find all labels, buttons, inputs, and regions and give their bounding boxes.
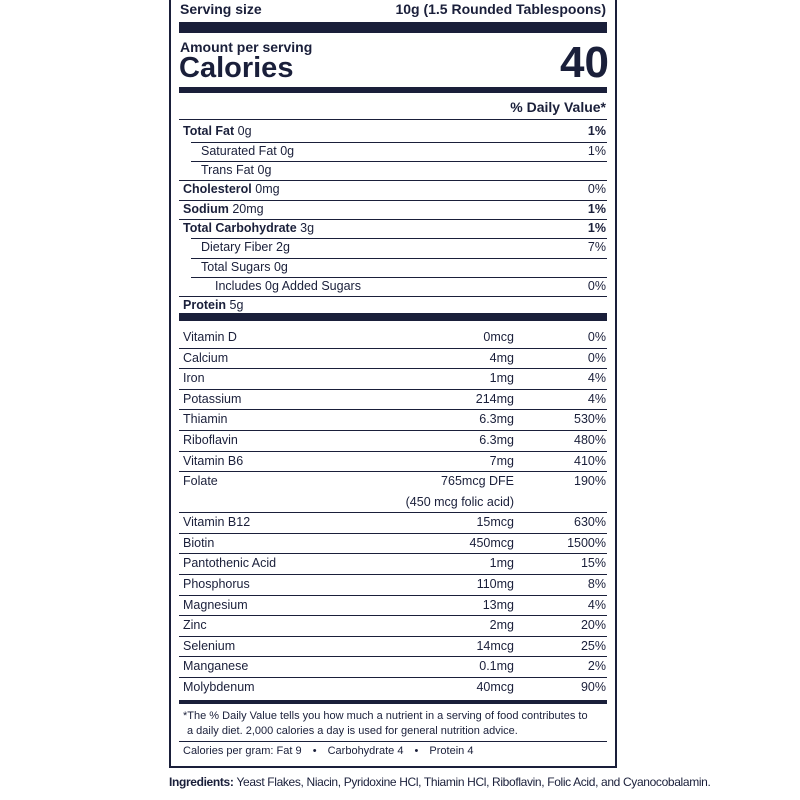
- nutrient-amount: 20mg: [232, 202, 264, 216]
- vitamin-name: Potassium: [183, 391, 242, 406]
- rule: [179, 119, 607, 120]
- vitamin-daily-value: 4%: [587, 391, 606, 406]
- vitamin-row: [183, 616, 607, 636]
- vitamin-amount: 214mg: [475, 391, 514, 406]
- ingredients: [169, 775, 710, 789]
- vitamin-daily-value: 15%: [580, 556, 606, 571]
- nutrient-name: Dietary Fiber: [201, 240, 273, 254]
- vitamin-row: [183, 452, 607, 472]
- vitamin-name: Vitamin B12: [183, 515, 251, 530]
- footnote-line-1: *The % Daily Value tells you how much a nutrient in a serving of food contributes to: [183, 710, 588, 722]
- vitamin-daily-value: 480%: [574, 433, 606, 447]
- vitamin-row: [183, 410, 607, 430]
- calories-per-gram: [183, 745, 473, 757]
- vitamin-daily-value: 0%: [587, 350, 606, 365]
- vitamin-row: [183, 328, 607, 348]
- vitamin-amount: 13mg: [482, 597, 514, 612]
- nutrient-label: [215, 279, 361, 293]
- vitamin-row: [183, 534, 607, 554]
- nutrient-name: Includes 0g Added Sugars: [215, 279, 361, 293]
- nutrient-label: [201, 163, 271, 177]
- ingredients-label: Ingredients:: [169, 775, 234, 789]
- nutrient-label: [183, 124, 252, 138]
- vitamin-name: Pantothenic Acid: [183, 556, 277, 571]
- vitamin-name: Magnesium: [183, 597, 248, 612]
- vitamin-daily-value: 25%: [580, 638, 606, 653]
- nutrient-daily-value: 0%: [587, 279, 606, 293]
- vitamin-daily-value: 630%: [574, 515, 606, 530]
- vitamin-row: [183, 390, 607, 410]
- nutrient-daily-value: 7%: [587, 240, 606, 254]
- nutrient-label: [201, 260, 288, 274]
- nutrient-row: [183, 162, 607, 181]
- nutrient-row: [183, 278, 607, 297]
- nutrient-amount: 0g: [257, 163, 272, 177]
- thick-divider: [179, 22, 607, 33]
- vitamin-name: Zinc: [183, 618, 207, 633]
- calories-value: 40: [560, 38, 609, 87]
- vitamin-daily-value: 530%: [574, 412, 606, 427]
- vitamin-daily-value: 4%: [587, 371, 606, 386]
- vitamin-row: [183, 678, 607, 698]
- nutrient-daily-value: 1%: [587, 144, 606, 158]
- vitamin-name: Riboflavin: [183, 433, 238, 447]
- vitamin-amount: 765mcg DFE: [441, 474, 514, 489]
- nutrient-amount: 0g: [273, 260, 288, 274]
- nutrient-row: [183, 201, 607, 220]
- nutrient-name: Total Fat: [183, 124, 235, 138]
- nutrient-row: [183, 220, 607, 239]
- nutrient-name: Trans Fat: [201, 163, 255, 177]
- nutrient-name: Total Carbohydrate: [183, 221, 297, 235]
- vitamin-name: Selenium: [183, 638, 236, 653]
- vitamin-name: Vitamin B6: [183, 453, 244, 468]
- nutrient-name: Cholesterol: [183, 182, 252, 196]
- nutrient-label: [201, 240, 290, 254]
- nutrient-label: [201, 144, 294, 158]
- vitamin-name: Biotin: [183, 535, 215, 550]
- vitamin-name: Molybdenum: [183, 680, 255, 694]
- vitamin-row: [183, 431, 607, 451]
- nutrient-amount: 5g: [229, 298, 244, 312]
- vitamin-daily-value: 90%: [580, 680, 606, 694]
- nutrient-row: [183, 123, 607, 142]
- vitamin-daily-value: 4%: [587, 597, 606, 612]
- vitamin-daily-value: 0%: [587, 330, 606, 344]
- vitamin-row: [183, 369, 607, 389]
- vitamin-amount: 110mg: [476, 577, 514, 591]
- vitamin-name: Iron: [183, 371, 205, 386]
- ingredients-text: Yeast Flakes, Niacin, Pyridoxine HCl, Thiamin HCl, Riboflavin, Folic Acid, and Cyanocobalamin.: [236, 775, 711, 789]
- nutrient-daily-value: 0%: [587, 182, 606, 196]
- vitamin-daily-value: 410%: [574, 453, 606, 468]
- calories-label: Calories: [179, 52, 294, 84]
- bullet-separator: •: [312, 745, 317, 757]
- vitamin-daily-value: 190%: [574, 474, 606, 489]
- serving-size-value: 10g (1.5 Rounded Tablespoons): [395, 1, 606, 17]
- calories-per-gram-label: Calories per gram:: [183, 745, 274, 757]
- vitamin-row: [183, 637, 607, 657]
- nutrient-label: [183, 182, 280, 196]
- folic-acid-note: (450 mcg folic acid): [405, 495, 514, 510]
- nutrient-daily-value: 1%: [587, 221, 606, 235]
- bullet-separator: •: [414, 745, 419, 757]
- nutrient-label: [183, 298, 243, 312]
- nutrient-row: [183, 143, 607, 162]
- daily-value-header: % Daily Value*: [510, 99, 606, 115]
- vitamin-amount: 4mg: [489, 350, 514, 365]
- nutrient-row: [183, 239, 607, 258]
- nutrient-label: [183, 221, 314, 235]
- serving-size-label: Serving size: [180, 1, 262, 17]
- thick-divider: [179, 313, 607, 321]
- medium-divider: [179, 700, 607, 704]
- nutrient-amount: 0g: [237, 124, 252, 138]
- vitamin-daily-value: 20%: [580, 618, 606, 633]
- vitamin-row: [183, 657, 607, 677]
- vitamin-amount: 0mcg: [483, 330, 514, 344]
- amount-per-serving: Amount per serving: [180, 39, 313, 55]
- nutrient-row: [183, 259, 607, 278]
- vitamin-amount: 15mcg: [476, 515, 514, 530]
- footnote-line-2: a daily diet. 2,000 calories a day is used for general nutrition advice.: [187, 725, 518, 737]
- rule: [179, 741, 607, 742]
- medium-divider: [179, 87, 607, 93]
- nutrient-daily-value: 1%: [587, 202, 606, 216]
- nutrient-label: [183, 202, 264, 216]
- nutrient-name: Sodium: [183, 202, 229, 216]
- vitamin-row: [183, 554, 607, 574]
- protein-calories: Protein 4: [429, 745, 474, 757]
- vitamin-amount: 40mcg: [476, 680, 514, 694]
- nutrient-amount: 0g: [280, 144, 295, 158]
- vitamin-amount: 1mg: [489, 371, 514, 386]
- vitamin-amount: 6.3mg: [479, 412, 514, 427]
- vitamin-amount: 0.1mg: [479, 659, 514, 674]
- vitamin-name: Manganese: [183, 659, 249, 674]
- vitamin-daily-value: 8%: [587, 577, 606, 591]
- vitamin-amount: 7mg: [489, 453, 514, 468]
- nutrient-daily-value: 1%: [587, 124, 606, 138]
- vitamin-amount: 450mcg: [469, 535, 514, 550]
- vitamin-daily-value: 2%: [587, 659, 606, 674]
- vitamin-name: Phosphorus: [183, 577, 250, 591]
- vitamin-daily-value: 1500%: [567, 535, 606, 550]
- nutrient-name: Total Sugars: [201, 260, 271, 274]
- vitamin-name: Calcium: [183, 350, 229, 365]
- carb-calories: Carbohydrate 4: [327, 745, 404, 757]
- vitamin-name: Folate: [183, 474, 218, 489]
- vitamin-name: Thiamin: [183, 412, 228, 427]
- nutrient-name: Protein: [183, 298, 227, 312]
- nutrient-amount: 3g: [300, 221, 315, 235]
- vitamin-row: [183, 349, 607, 369]
- vitamin-amount: 1mg: [489, 556, 514, 571]
- vitamin-row: [183, 472, 607, 510]
- fat-calories: Fat 9: [276, 745, 302, 757]
- vitamin-row: [183, 513, 607, 533]
- nutrient-row: [183, 181, 607, 200]
- vitamin-amount: 6.3mg: [479, 433, 514, 447]
- vitamin-amount: 14mcg: [476, 638, 514, 653]
- nutrient-amount: 0mg: [255, 182, 280, 196]
- vitamin-name: Vitamin D: [183, 330, 237, 344]
- nutrition-facts-panel: [169, 0, 617, 768]
- nutrient-amount: 2g: [276, 240, 290, 254]
- nutrient-name: Saturated Fat: [201, 144, 277, 158]
- vitamin-amount: 2mg: [489, 618, 514, 633]
- vitamin-row: [183, 575, 607, 595]
- vitamin-row: [183, 596, 607, 616]
